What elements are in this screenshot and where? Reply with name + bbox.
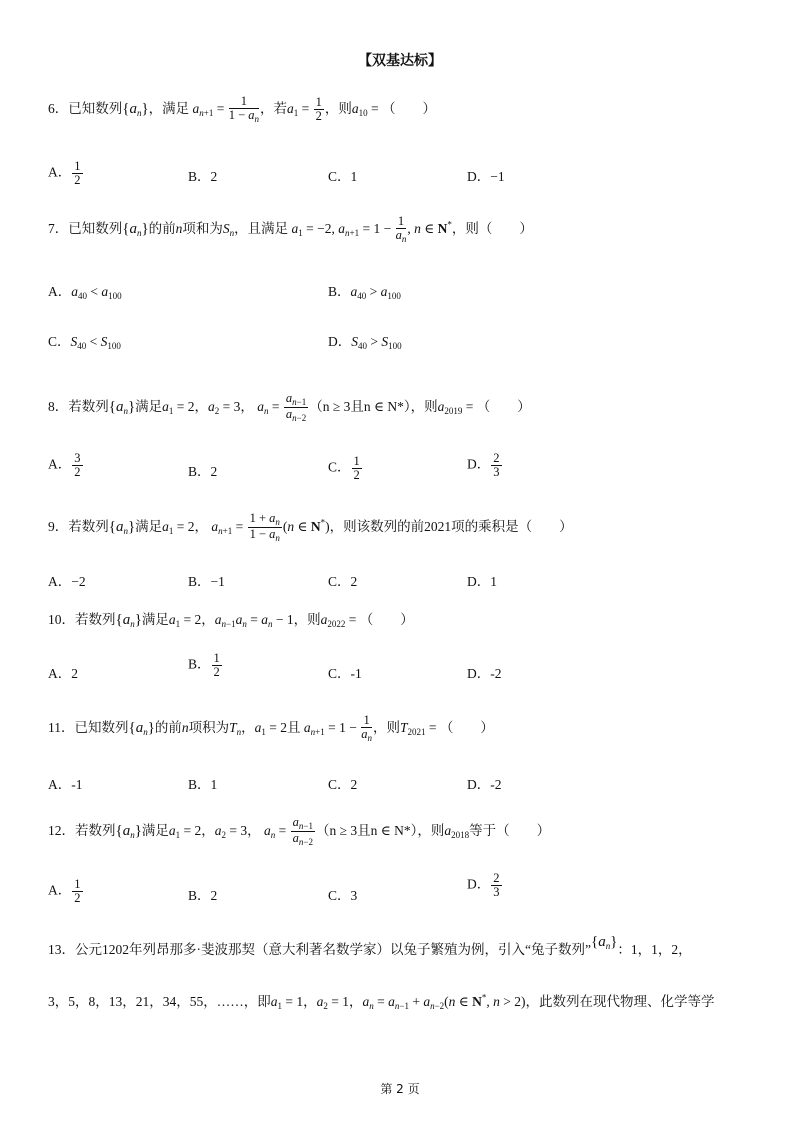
q12-option-d: D． $\frac{2}{3}$ xyxy=(467,871,500,900)
q10-option-c: C．-1 xyxy=(328,666,362,681)
math-condition: $a_1 = -2$, $a_{n+1} = 1$ − $\frac{1}{a_n}$ , n ∈ N* xyxy=(291,214,452,245)
q8-option-c: C． $\frac{1}{2}$ xyxy=(328,454,360,483)
question-7: 7．已知数列$\{a_n\}$的前n项和为$S_n$，且满足 $a_1 = -2$, $a_{n+1} = 1$ − $\frac{1}{a_n}$ , n ∈ N*，则（ ） xyxy=(48,214,533,245)
q9-option-b: B．−1 xyxy=(188,574,225,589)
math-recurrence: $a_{n+1} = 1$ − $\frac{1}{a_n}$ xyxy=(303,713,372,744)
math-target: $a_{10}$ = xyxy=(351,100,383,118)
question-12: 12．若数列$\{a_n\}$满足$a_1 = 2$，$a_2 = 3$， $a_n$ = $\frac{a_{n-1}}{a_{n-2}}$ （n ≥ 3且n ∈ N*），则$a_{2018}$等于（ ） xyxy=(48,815,551,848)
math-recurrence: $a_n$ = $\frac{a_{n-1}}{a_{n-2}}$ xyxy=(264,815,313,848)
question-13-line-1: 13．公元1202年列昂那多·斐波那契（意大利著名数学家）以兔子繁殖为例，引入“兔子数列$”\{a_n\}$：1，1，2， xyxy=(48,934,692,957)
q6-option-c: C．1 xyxy=(328,169,358,184)
q10-option-a: A．2 xyxy=(48,666,78,681)
q12-option-a: A． $\frac{1}{2}$ xyxy=(48,877,81,906)
section-title: 【双基达标】 xyxy=(358,53,442,69)
q6-option-b: B．2 xyxy=(188,169,218,184)
question-10: 10．若数列$\{a_n\}$满足$a_1 = 2$，$a_{n-1}a_n = a_n - 1$，则$a_{2022}$ = （ ） xyxy=(48,612,414,629)
math-recurrence: $a_{n+1}$ = $\frac{1 + a_n}{1 - a_n}$ (n ∈ N*) xyxy=(211,511,330,544)
q7-option-c: C．$S_{40} < S_{100}$ xyxy=(48,334,121,351)
page-footer: 第 2 页 xyxy=(380,1082,420,1096)
q9-option-c: C．2 xyxy=(328,574,358,589)
q9-option-a: A．−2 xyxy=(48,574,86,589)
q7-option-d: D．$S_{40} > S_{100}$ xyxy=(328,334,402,351)
q8-option-d: D． $\frac{2}{3}$ xyxy=(467,451,500,480)
q12-option-c: C．3 xyxy=(328,888,358,903)
q6-option-d: D．−1 xyxy=(467,169,505,184)
question-11: 11．已知数列$\{a_n\}$的前n项积为$T_n$，$a_1 = 2$且 $a_{n+1} = 1$ − $\frac{1}{a_n}$ ，则$T_{2021}$ = （ ） xyxy=(48,713,494,744)
q10-option-d: D．-2 xyxy=(467,666,502,681)
math-initial: $a_1$ = $\frac{1}{2}$ xyxy=(287,95,322,124)
q11-option-a: A．-1 xyxy=(48,777,83,792)
q9-option-d: D．1 xyxy=(467,574,497,589)
question-9: 9．若数列$\{a_n\}$满足$a_1 = 2$， $a_{n+1}$ = $\frac{1 + a_n}{1 - a_n}$ (n ∈ N*)，则该数列的前2021项的乘积是（ ） xyxy=(48,511,573,544)
q7-option-a: A．$a_{40} < a_{100}$ xyxy=(48,284,122,301)
math-recurrence: $a_{n+1}$ = $\frac{1}{1 - a_n}$ xyxy=(192,94,260,125)
q8-option-b: B．2 xyxy=(188,464,218,479)
q12-option-b: B．2 xyxy=(188,888,218,903)
q11-option-b: B．1 xyxy=(188,777,218,792)
math-seq: $\{a_n\}$ xyxy=(122,100,149,118)
math-recurrence: $a_n$ = $\frac{a_{n-1}}{a_{n-2}}$ xyxy=(257,391,307,424)
question-6: 6．已知数列$\{a_n\}$，满足 $a_{n+1}$ = $\frac{1}{1 - a_n}$ ，若$a_1$ = $\frac{1}{2}$ ，则$a_{10}$ = （ ） xyxy=(48,94,437,125)
question-8: 8．若数列$\{a_n\}$满足$a_1 = 2$，$a_2 = 3$， $a_n$ = $\frac{a_{n-1}}{a_{n-2}}$ （n ≥ 3且n ∈ N*），则$a_{2019}$ = （ ） xyxy=(48,391,531,424)
q11-option-c: C．2 xyxy=(328,777,358,792)
q6-option-a: A． $\frac{1}{2}$ xyxy=(48,159,81,188)
q8-option-a: A． $\frac{3}{2}$ xyxy=(48,451,81,480)
q7-option-b: B．$a_{40} > a_{100}$ xyxy=(328,284,401,301)
q11-option-d: D．-2 xyxy=(467,777,502,792)
q10-option-b: B． $\frac{1}{2}$ xyxy=(188,651,220,680)
question-13-line-2: 3，5，8，13，21，34，55，……，即$a_1 = 1$，$a_2 = 1$，$a_n = a_{n-1} + a_{n-2}(n$ ∈ N*, n > 2)，此数列在现代物理、化学等学 xyxy=(48,992,715,1011)
